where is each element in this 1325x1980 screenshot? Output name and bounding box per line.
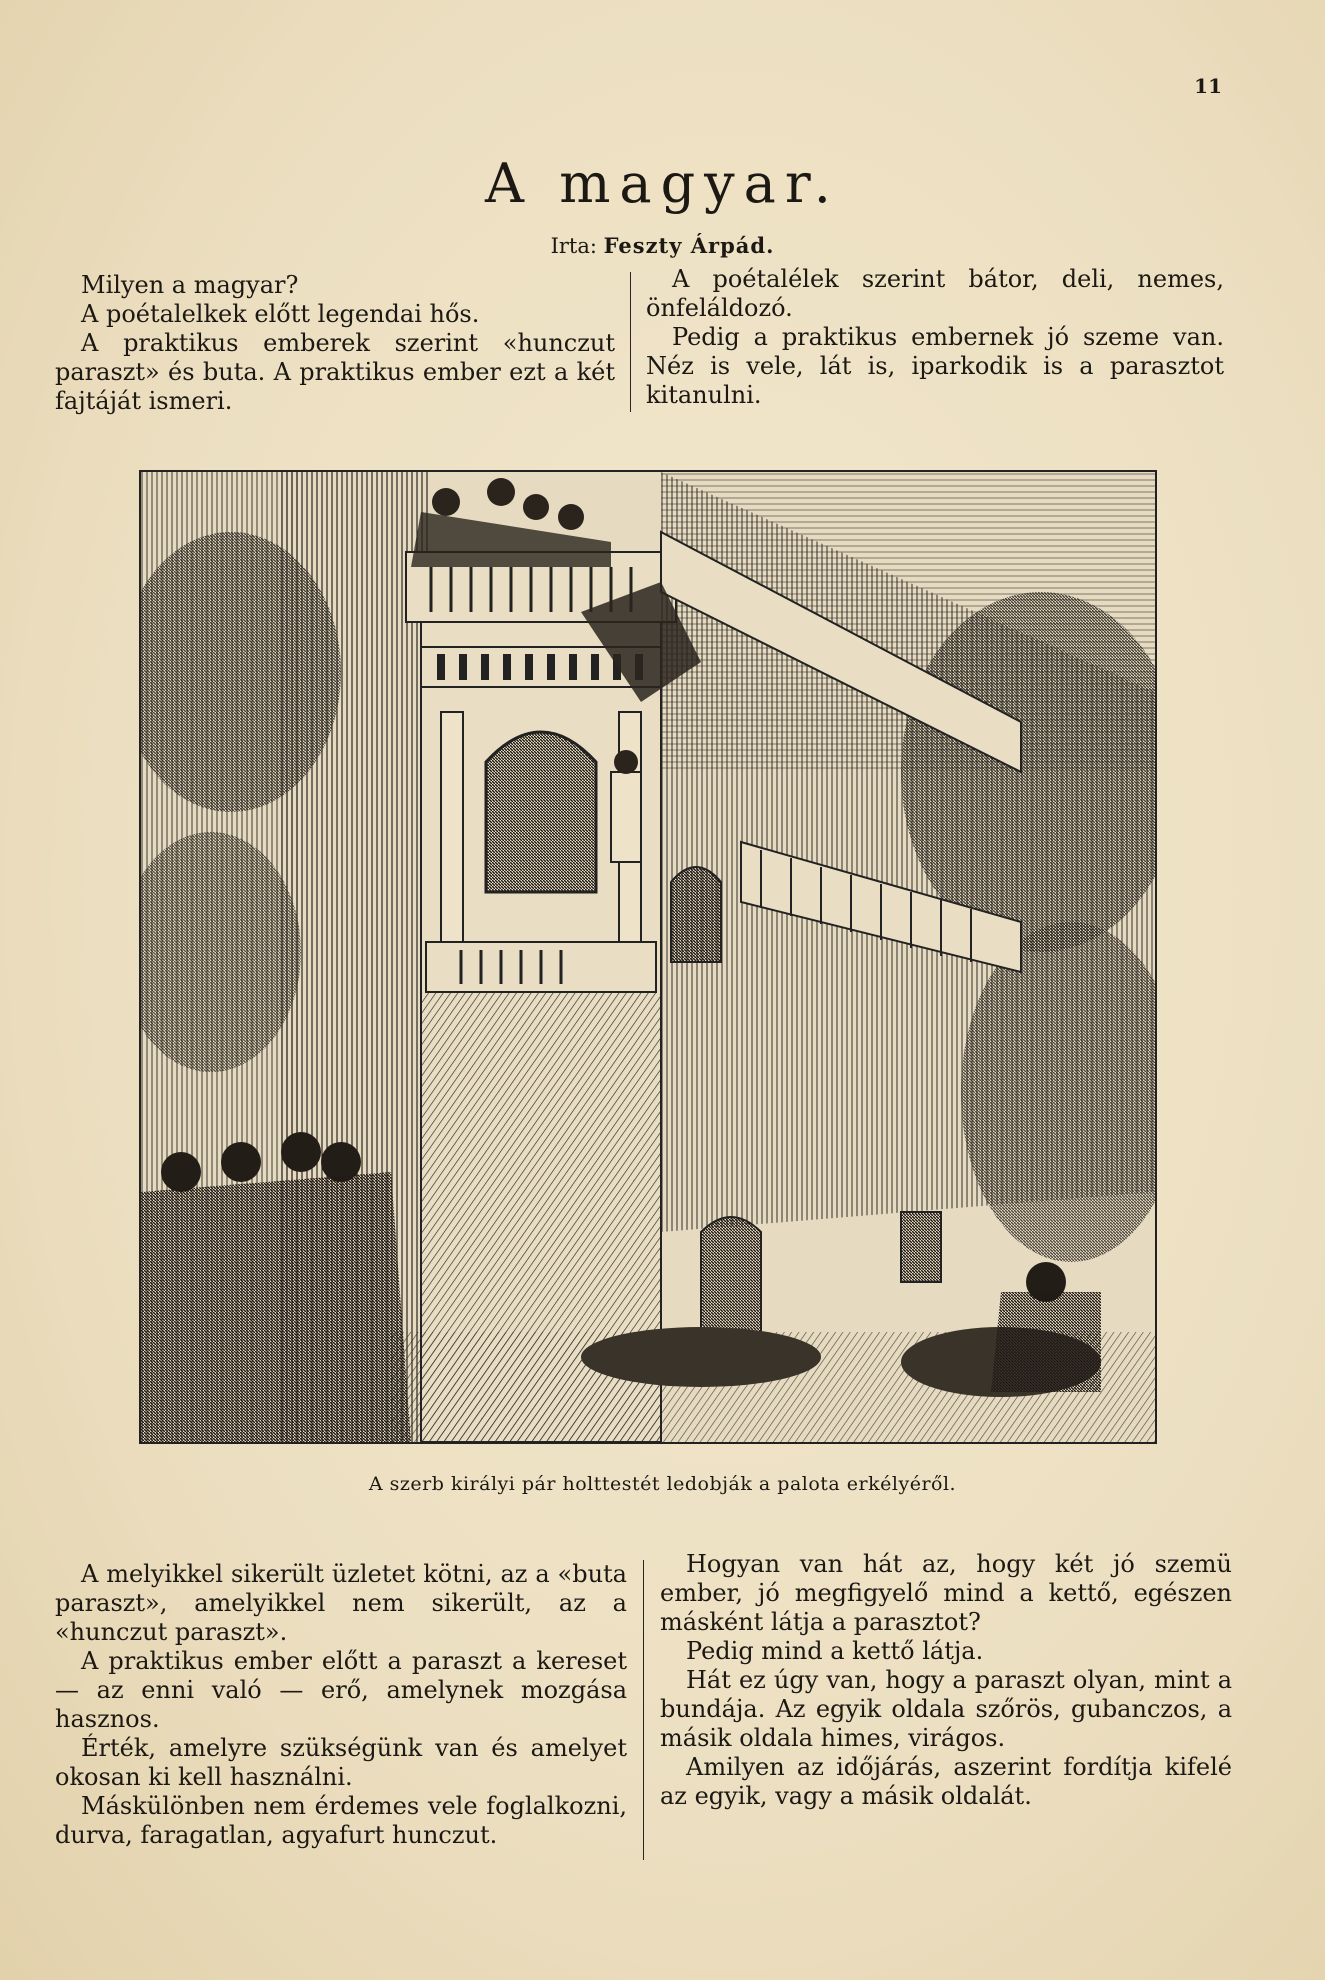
paragraph: Hogyan van hát az, hogy két jó szemü ember, jó megfigyelő mind a kettő, egészen másként látja a parasztot?	[660, 1550, 1232, 1636]
paragraph: A poétalelkek előtt legendai hős.	[81, 300, 480, 328]
bottom-right-column	[660, 1550, 1232, 1811]
paragraph: Érték, amelyre szükségünk van és amelyet okosan ki kell használni.	[55, 1734, 627, 1791]
illustration-caption: A szerb királyi pár holttestét ledobják a palota erkélyéről.	[368, 1473, 957, 1495]
byline	[0, 233, 1325, 258]
article-title: A magyar.	[485, 152, 840, 215]
paragraph: Milyen a magyar?	[81, 271, 299, 299]
paragraph: A melyikkel sikerült üzletet kötni, az a «buta paraszt», amelyikkel nem sikerült, az a «hunczut paraszt».	[55, 1560, 627, 1646]
paragraph: Pedig mind a kettő látja.	[686, 1637, 984, 1665]
top-right-column	[646, 265, 1224, 410]
paragraph: Amilyen az időjárás, aszerint fordítja kifelé az egyik, vagy a másik oldalát.	[660, 1753, 1232, 1810]
column-divider	[630, 272, 631, 412]
paragraph: Máskülönben nem érdemes vele foglalkozni, durva, faragatlan, agyafurt hunczut.	[55, 1792, 627, 1849]
paragraph: A praktikus emberek szerint «hunczut paraszt» és buta. A praktikus ember ezt a két fajtáját ismeri.	[55, 329, 615, 415]
bottom-left-column	[55, 1560, 627, 1850]
byline-author: Feszty Árpád.	[603, 233, 775, 258]
paragraph: A praktikus ember előtt a paraszt a kereset — az enni való — erő, amelynek mozgása hasznos.	[55, 1647, 627, 1733]
paragraph: A poétalélek szerint bátor, deli, nemes, önfeláldozó.	[646, 265, 1224, 322]
top-left-column	[55, 271, 615, 416]
paragraph: Pedig a praktikus embernek jó szeme van. Néz is vele, lát is, iparkodik is a parasztot kitanulni.	[646, 323, 1224, 409]
engraving-illustration	[139, 470, 1157, 1444]
paragraph: Hát ez úgy van, hogy a paraszt olyan, mint a bundája. Az egyik oldala szőrös, gubanczos, a másik oldala himes, virágos.	[660, 1666, 1232, 1752]
column-divider	[643, 1560, 644, 1860]
page-number: 11	[1194, 74, 1222, 98]
palace-balcony-engraving	[141, 472, 1155, 1442]
byline-prefix: Irta:	[550, 234, 597, 258]
